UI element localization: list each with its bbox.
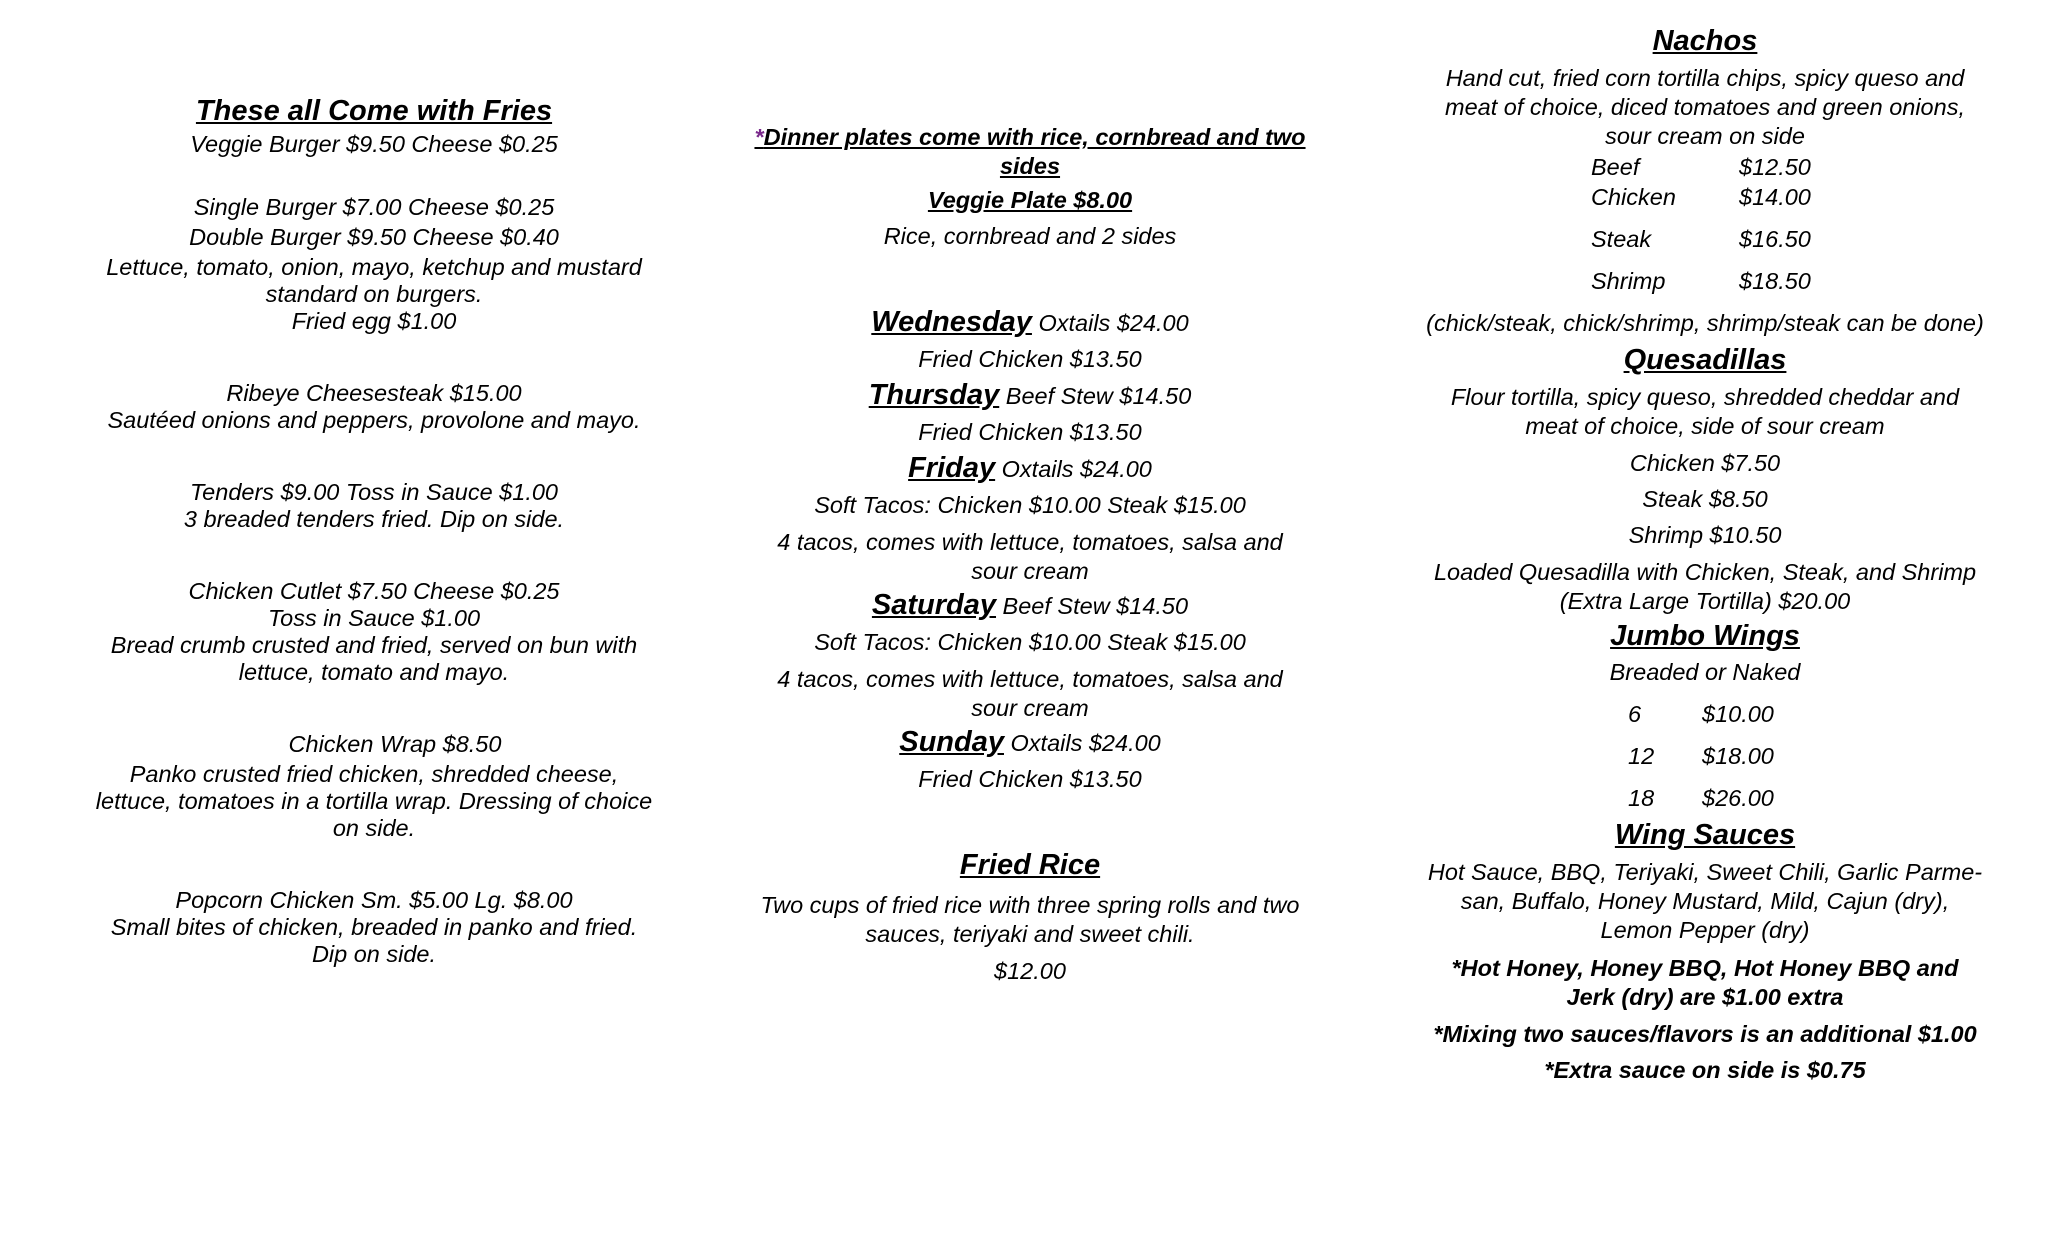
nachos-desc-line: meat of choice, diced tomatoes and green onions,: [1445, 94, 1965, 120]
tenders-desc: 3 breaded tenders fried. Dip on side.: [183, 506, 565, 532]
ribeye-desc: Sautéed onions and peppers, provolone and mayo.: [107, 407, 641, 433]
cutlet-toss: Toss in Sauce $1.00: [267, 605, 481, 631]
wings-count: 18: [1628, 785, 1655, 811]
saturday-tacos-desc: [725, 665, 1335, 723]
thursday-special: [725, 379, 1335, 411]
loaded-quesadilla: [1395, 558, 2015, 616]
nachos-price: $12.50: [1739, 154, 1811, 180]
nachos-meat: Chicken: [1591, 184, 1676, 210]
extra-note-line: Jerk (dry) are $1.00 extra: [1566, 984, 1844, 1010]
tacos-desc-line: 4 tacos, comes with lettuce, tomatoes, salsa and: [777, 666, 1283, 692]
quesadillas-description: [1395, 383, 2015, 441]
tacos-desc-line: sour cream: [971, 695, 1089, 721]
left-column: [64, 0, 684, 968]
thursday-line2: Fried Chicken $13.50: [918, 419, 1142, 445]
quesadilla-chicken: Chicken $7.50: [1629, 450, 1781, 476]
fried-rice-desc: [725, 891, 1335, 949]
loaded-line: (Extra Large Tortilla) $20.00: [1559, 588, 1851, 614]
dinner-note-line: sides: [999, 153, 1061, 179]
cutlet-desc-line: lettuce, tomato and mayo.: [238, 659, 510, 685]
nachos-price-row: [1395, 184, 2015, 211]
saturday-special: [725, 589, 1335, 621]
burger-desc-line: standard on burgers.: [265, 281, 483, 307]
friday-tacos-desc: [725, 528, 1335, 586]
quesadillas-desc-line: meat of choice, side of sour cream: [1525, 413, 1885, 439]
wednesday-special: [725, 306, 1335, 338]
wings-count: 12: [1628, 743, 1655, 769]
nachos-meat: Beef: [1591, 154, 1640, 180]
sunday-dish: Oxtails $24.00: [1003, 730, 1161, 756]
wrap-description: [64, 761, 684, 842]
fried-rice-desc-line: Two cups of fried rice with three spring rolls and two: [760, 892, 1300, 918]
nachos-price-row: [1395, 154, 2015, 181]
popcorn-desc-line: Dip on side.: [311, 941, 437, 967]
nachos-price: $18.50: [1739, 268, 1811, 294]
single-burger-item: Single Burger $7.00 Cheese $0.25: [193, 194, 555, 220]
day-friday: Friday: [908, 452, 996, 484]
day-wednesday: Wednesday: [871, 306, 1032, 338]
wing-sauces-header: Wing Sauces: [1614, 819, 1796, 851]
tenders-item: [64, 479, 684, 533]
popcorn-item: [64, 887, 684, 968]
popcorn-desc-line: Small bites of chicken, breaded in panko and fried.: [110, 914, 638, 940]
sunday-line2: Fried Chicken $13.50: [918, 766, 1142, 792]
wings-price-list: [1395, 701, 2015, 812]
sauces-line: Hot Sauce, BBQ, Teriyaki, Sweet Chili, Garlic Parme-: [1427, 859, 1983, 885]
ribeye-item: [64, 380, 684, 434]
wings-count: 6: [1628, 701, 1642, 727]
nachos-desc-line: sour cream on side: [1605, 123, 1805, 149]
nachos-description: [1395, 64, 2015, 151]
cutlet-name: Chicken Cutlet $7.50 Cheese $0.25: [188, 578, 560, 604]
wings-price-row: [1395, 785, 2015, 812]
friday-special: [725, 452, 1335, 484]
nachos-price-row: [1395, 226, 2015, 253]
quesadilla-steak: Steak $8.50: [1642, 486, 1768, 512]
popcorn-name: Popcorn Chicken Sm. $5.00 Lg. $8.00: [175, 887, 573, 913]
mixing-sauce-note: *Mixing two sauces/flavors is an additional $1.00: [1433, 1021, 1977, 1047]
friday-line2: Soft Tacos: Chicken $10.00 Steak $15.00: [814, 492, 1246, 518]
burger-desc-line: Lettuce, tomato, onion, mayo, ketchup and mustard: [106, 254, 642, 280]
nachos-meat: Shrimp: [1591, 268, 1666, 294]
wings-price-row: [1395, 701, 2015, 728]
cutlet-item: [64, 578, 684, 686]
quesadillas-header: Quesadillas: [1623, 344, 1787, 376]
nachos-header: Nachos: [1652, 25, 1758, 57]
nachos-price-row: [1395, 268, 2015, 295]
nachos-desc-line: Hand cut, fried corn tortilla chips, spicy queso and: [1445, 65, 1965, 91]
dinner-note: [725, 123, 1335, 181]
tacos-desc-line: 4 tacos, comes with lettuce, tomatoes, salsa and: [777, 529, 1283, 555]
day-sunday: Sunday: [899, 726, 1004, 758]
thursday-dish: Beef Stew $14.50: [999, 383, 1192, 409]
wing-sauces-list: [1395, 858, 2015, 945]
nachos-combo-note: (chick/steak, chick/shrimp, shrimp/steak can be done): [1426, 310, 1984, 336]
wings-header: Jumbo Wings: [1610, 620, 1800, 652]
quesadilla-shrimp: Shrimp $10.50: [1628, 522, 1782, 548]
sunday-special: [725, 726, 1335, 758]
side-sauce-note: *Extra sauce on side is $0.75: [1544, 1057, 1866, 1083]
nachos-meat: Steak: [1591, 226, 1652, 252]
wings-price: $26.00: [1702, 785, 1774, 811]
double-burger-item: Double Burger $9.50 Cheese $0.40: [189, 224, 559, 250]
nachos-price-list: [1395, 154, 2015, 295]
fried-rice-price: $12.00: [994, 958, 1066, 984]
saturday-line2: Soft Tacos: Chicken $10.00 Steak $15.00: [814, 629, 1246, 655]
ribeye-name: Ribeye Cheesesteak $15.00: [226, 380, 522, 406]
fries-header: These all Come with Fries: [195, 95, 553, 127]
fried-rice-header: Fried Rice: [959, 849, 1101, 881]
wrap-item: Chicken Wrap $8.50: [288, 731, 502, 757]
fried-rice-desc-line: sauces, teriyaki and sweet chili.: [865, 921, 1195, 947]
wednesday-line2: Fried Chicken $13.50: [918, 346, 1142, 372]
right-column: [1395, 0, 2015, 1084]
middle-column: [725, 0, 1335, 985]
wrap-desc-line: on side.: [332, 815, 416, 841]
nachos-price: $16.50: [1739, 226, 1811, 252]
fried-egg-item: Fried egg $1.00: [291, 308, 457, 334]
veggie-plate-title: Veggie Plate $8.00: [927, 187, 1133, 213]
loaded-line: Loaded Quesadilla with Chicken, Steak, and Shrimp: [1433, 559, 1977, 585]
wrap-desc-line: Panko crusted fried chicken, shredded cheese,: [129, 761, 619, 787]
cutlet-desc-line: Bread crumb crusted and fried, served on bun with: [110, 632, 638, 658]
dinner-note-line: Dinner plates come with rice, cornbread and two: [763, 124, 1306, 150]
sauces-line: san, Buffalo, Honey Mustard, Mild, Cajun (dry),: [1460, 888, 1950, 914]
saturday-dish: Beef Stew $14.50: [996, 593, 1189, 619]
veggie-burger-item: Veggie Burger $9.50 Cheese $0.25: [190, 131, 558, 157]
friday-dish: Oxtails $24.00: [995, 456, 1152, 482]
quesadillas-desc-line: Flour tortilla, spicy queso, shredded cheddar and: [1450, 384, 1960, 410]
wings-price: $18.00: [1702, 743, 1774, 769]
nachos-price: $14.00: [1739, 184, 1811, 210]
extra-note-line: *Hot Honey, Honey BBQ, Hot Honey BBQ and: [1451, 955, 1959, 981]
wednesday-dish: Oxtails $24.00: [1031, 310, 1189, 336]
dinner-note-star: *: [754, 124, 764, 150]
sauces-line: Lemon Pepper (dry): [1600, 917, 1810, 943]
wings-style: Breaded or Naked: [1609, 659, 1801, 685]
wings-price-row: [1395, 743, 2015, 770]
day-thursday: Thursday: [868, 379, 1000, 411]
day-saturday: Saturday: [871, 589, 997, 621]
wrap-desc-line: lettuce, tomatoes in a tortilla wrap. Dressing of choice: [95, 788, 653, 814]
tenders-name: Tenders $9.00 Toss in Sauce $1.00: [189, 479, 558, 505]
extra-sauce-note: [1395, 954, 2015, 1012]
wings-price: $10.00: [1702, 701, 1774, 727]
veggie-plate-desc: Rice, cornbread and 2 sides: [883, 223, 1177, 249]
tacos-desc-line: sour cream: [971, 558, 1089, 584]
burger-description: [64, 254, 684, 335]
